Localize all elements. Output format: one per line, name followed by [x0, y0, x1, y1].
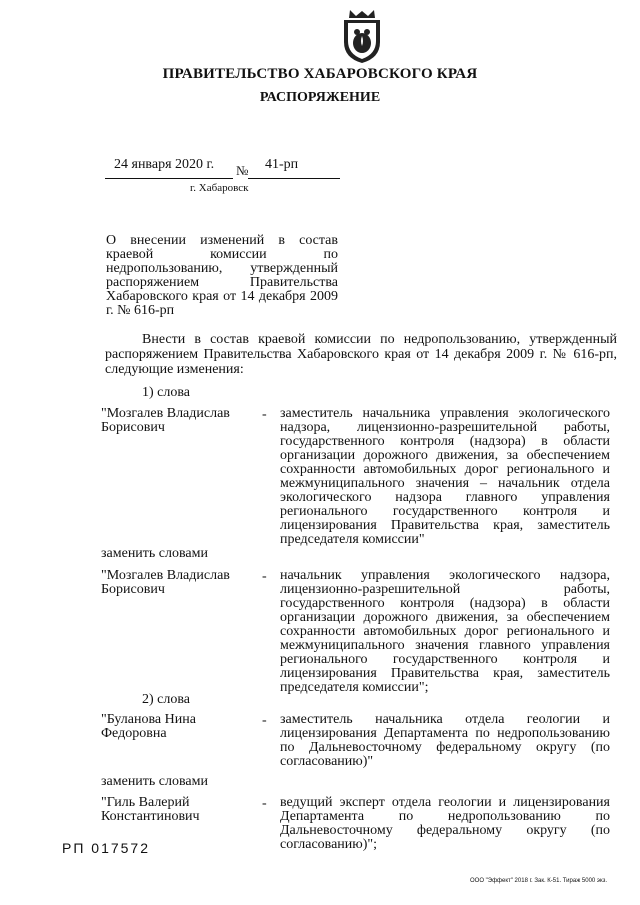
- intro-text: Внести в состав краевой комиссии по недропользованию, утвержденный распоряжением Правительства Хабаровского края от 14 декабря 2009 г. № 616-рп, следующие изменения:: [105, 332, 617, 377]
- number-label: №: [236, 163, 249, 178]
- dash: -: [262, 569, 267, 584]
- item-label: 1) слова: [142, 385, 191, 400]
- date-underline: [105, 178, 233, 179]
- old-member-name: "Буланова Нина Федоровна: [101, 712, 196, 741]
- new-member-name: "Гиль Валерий Константинович: [101, 795, 200, 824]
- document-date: 24 января 2020 г.: [114, 157, 215, 172]
- new-member-description: начальник управления экологического надзора, лицензионно-разрешительной работы, государственного контроля (надзора) в области организации дорожного движения, за обеспечением сохранности автомобильных дорог регионального и межмуниципального значения главного управления регионального государственного контроля и лицензирования Правительства края, заместитель председателя комиссии";: [280, 568, 610, 695]
- item-label: 2) слова: [142, 692, 191, 707]
- number-underline: [248, 178, 340, 179]
- org-title: ПРАВИТЕЛЬСТВО ХАБАРОВСКОГО КРАЯ: [162, 66, 478, 82]
- document-number: 41-рп: [265, 157, 299, 172]
- print-info: ООО "Эффект" 2018 г. Зак. К-51. Тираж 5000 экз.: [470, 878, 608, 884]
- dash: -: [262, 407, 267, 422]
- intro-paragraph: [105, 332, 617, 377]
- replace-label: заменить словами: [101, 774, 208, 789]
- replace-label: заменить словами: [101, 546, 208, 561]
- old-member-description: заместитель начальника отдела геологии и лицензирования Департамента по недропользованию по Дальневосточному федеральному округу (по согласованию)": [280, 712, 610, 769]
- khabarovsk-coat-of-arms-icon: [338, 8, 386, 64]
- form-serial-number: РП 017572: [62, 840, 151, 856]
- document-type: РАСПОРЯЖЕНИЕ: [259, 90, 381, 105]
- new-member-name: "Мозгалев Владислав Борисович: [101, 568, 230, 597]
- document-subject: О внесении изменений в состав краевой комиссии по недропользованию, утвержденный распоряжением Правительства Хабаровского края от 14 декабря 2009 г. № 616-рп: [106, 233, 338, 318]
- old-member-description: заместитель начальника управления экологического надзора, лицензионно-разрешительной работы, государственного контроля (надзора) в области организации дорожного движения, за обеспечением сохранности автомобильных дорог регионального и межмуниципального значения – начальник отдела экологического надзора главного управления регионального государственного контроля и лицензирования Правительства края, заместитель председателя комиссии": [280, 406, 610, 547]
- dash: -: [262, 713, 267, 728]
- dash: -: [262, 796, 267, 811]
- new-member-description: ведущий эксперт отдела геологии и лицензирования Департамента по недропользованию по Дальневосточному федеральному округу (по согласованию)";: [280, 795, 610, 852]
- city: г. Хабаровск: [190, 182, 249, 194]
- old-member-name: "Мозгалев Владислав Борисович: [101, 406, 230, 435]
